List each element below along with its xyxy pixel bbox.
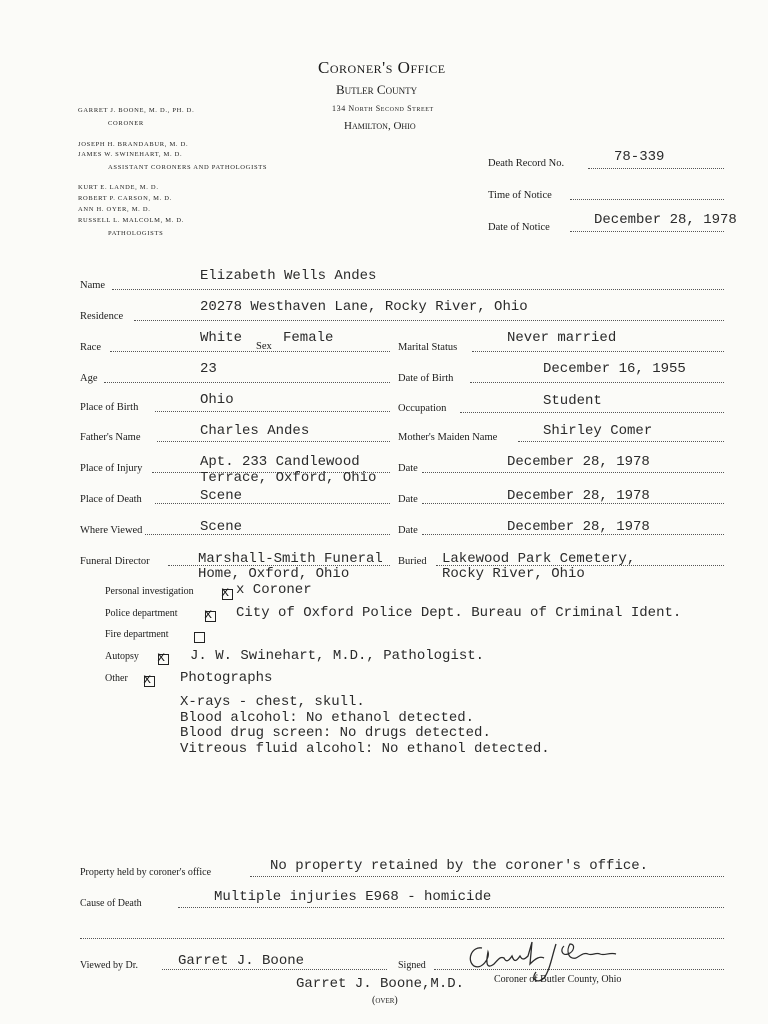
pathologist-3: ANN H. OYER, M. D. [78, 206, 151, 213]
dob-label: Date of Birth [398, 373, 454, 384]
residence-label: Residence [80, 311, 124, 322]
buried-label: Buried [398, 556, 427, 567]
assistants-title: ASSISTANT CORONERS AND PATHOLOGISTS [108, 164, 268, 171]
property-value: No property retained by the coroner's office. [270, 858, 649, 874]
age-label: Age [80, 373, 98, 384]
signed-label: Signed [398, 960, 426, 971]
assistant-2: JAMES W. SWINEHART, M. D. [78, 151, 183, 158]
cause-label: Cause of Death [80, 898, 142, 909]
injury-date-label: Date [398, 463, 418, 474]
other-line-drug-screen: Blood drug screen: No drugs detected. [180, 725, 491, 741]
time-of-notice-label: Time of Notice [488, 190, 552, 201]
viewed-label: Where Viewed [80, 525, 143, 536]
checkbox-mark: x [157, 650, 166, 666]
signed-typed-name: Garret J. Boone,M.D. [296, 976, 465, 992]
buried-value-2: Rocky River, Ohio [442, 566, 585, 582]
death-date-value: December 28, 1978 [507, 488, 650, 504]
fire-department-label: Fire department [105, 629, 169, 640]
viewed-by-label: Viewed by Dr. [80, 960, 138, 971]
other-line-vitreous: Vitreous fluid alcohol: No ethanol detected. [180, 741, 550, 757]
name-value: Elizabeth Wells Andes [200, 268, 377, 284]
viewed-by-value: Garret J. Boone [178, 953, 305, 969]
other-line-xrays: X-rays - chest, skull. [180, 694, 365, 710]
pathologist-1: KURT E. LANDE, M. D. [78, 184, 159, 191]
funeral-label: Funeral Director [80, 556, 150, 567]
pathologist-2: ROBERT P. CARSON, M. D. [78, 195, 172, 202]
age-value: 23 [200, 361, 217, 377]
coroner-name: GARRET J. BOONE, M. D., PH. D. [78, 107, 195, 114]
other-line-blood-alcohol: Blood alcohol: No ethanol detected. [180, 710, 475, 726]
viewed-date-value: December 28, 1978 [507, 519, 650, 535]
marital-label: Marital Status [398, 342, 458, 353]
checkbox-mark: x [221, 585, 230, 601]
police-department-value: City of Oxford Police Dept. Bureau of Criminal Ident. [236, 605, 682, 621]
date-of-notice-value: December 28, 1978 [594, 212, 737, 228]
pathologists-title: PATHOLOGISTS [108, 230, 164, 237]
occupation-value: Student [543, 393, 602, 409]
office-title: Coroner's Office [318, 58, 446, 77]
pob-value: Ohio [200, 392, 234, 408]
injury-date-value: December 28, 1978 [507, 454, 650, 470]
occupation-label: Occupation [398, 403, 447, 414]
coroner-title: CORONER [108, 120, 144, 127]
funeral-value-2: Home, Oxford, Ohio [198, 566, 350, 582]
death-record-label: Death Record No. [488, 158, 565, 169]
injury-label: Place of Injury [80, 463, 143, 474]
personal-investigation-checkbox[interactable] [222, 586, 233, 604]
race-value: White [200, 330, 243, 346]
checkbox-mark: x [204, 607, 213, 623]
race-label: Race [80, 342, 101, 353]
personal-investigation-label: Personal investigation [105, 586, 194, 597]
other-label: Other [105, 673, 128, 684]
office-street: 134 North Second Street [332, 104, 434, 113]
checkbox-mark: x [143, 672, 152, 688]
autopsy-checkbox[interactable] [158, 651, 169, 669]
residence-value: 20278 Westhaven Lane, Rocky River, Ohio [200, 299, 528, 315]
death-record-value: 78-339 [614, 149, 665, 165]
pob-label: Place of Birth [80, 402, 139, 413]
property-label: Property held by coroner's office [80, 867, 212, 878]
other-value: Photographs [180, 670, 273, 686]
death-place-label: Place of Death [80, 494, 142, 505]
fire-department-checkbox[interactable] [194, 629, 205, 647]
date-of-notice-label: Date of Notice [488, 222, 550, 233]
death-date-label: Date [398, 494, 418, 505]
office-city: Hamilton, Ohio [344, 120, 416, 132]
marital-value: Never married [507, 330, 617, 346]
mother-label: Mother's Maiden Name [398, 432, 498, 443]
other-checkbox[interactable] [144, 673, 155, 691]
father-value: Charles Andes [200, 423, 310, 439]
county-name: Butler County [336, 82, 418, 97]
buried-value-1: Lakewood Park Cemetery, [442, 551, 636, 567]
autopsy-label: Autopsy [105, 651, 139, 662]
police-department-label: Police department [105, 608, 178, 619]
name-label: Name [80, 280, 106, 291]
sex-label: Sex [256, 341, 272, 352]
assistant-1: JOSEPH H. BRANDABUR, M. D. [78, 141, 189, 148]
viewed-date-label: Date [398, 525, 418, 536]
coroner-of-label: Coroner of Butler County, Ohio [494, 974, 622, 985]
pathologist-4: RUSSELL L. MALCOLM, M. D. [78, 217, 185, 224]
sex-value: Female [283, 330, 334, 346]
death-place-value: Scene [200, 488, 243, 504]
over-note: (over) [372, 995, 398, 1006]
injury-value-2: Terrace, Oxford, Ohio [200, 470, 377, 486]
cause-value: Multiple injuries E968 - homicide [214, 889, 492, 905]
autopsy-value: J. W. Swinehart, M.D., Pathologist. [190, 648, 485, 664]
father-label: Father's Name [80, 432, 141, 443]
mother-value: Shirley Comer [543, 423, 653, 439]
dob-value: December 16, 1955 [543, 361, 686, 377]
viewed-value: Scene [200, 519, 243, 535]
police-department-checkbox[interactable] [205, 608, 216, 626]
funeral-value-1: Marshall-Smith Funeral [198, 551, 383, 567]
personal-investigation-value: x Coroner [236, 582, 312, 598]
injury-value-1: Apt. 233 Candlewood [200, 454, 360, 470]
